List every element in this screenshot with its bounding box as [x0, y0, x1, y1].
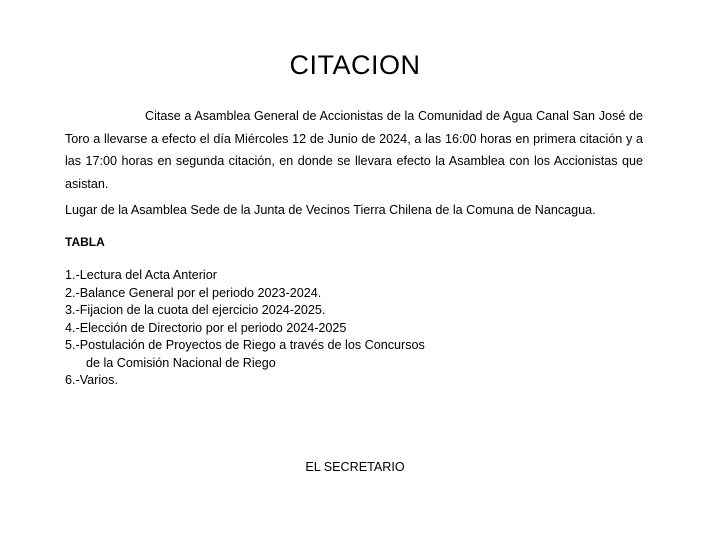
- agenda-list: [65, 267, 425, 390]
- agenda-item: [65, 302, 425, 320]
- agenda-item-text: 1.-Lectura del Acta Anterior: [65, 268, 217, 282]
- agenda-item-text: 2.-Balance General por el periodo 2023-2024.: [65, 285, 322, 300]
- agenda-item-text: 4.-Elección de Directorio por el periodo 2024-2025: [65, 320, 347, 335]
- signature-line: EL SECRETARIO: [305, 460, 405, 474]
- agenda-item: [65, 285, 425, 303]
- agenda-item: [65, 267, 425, 285]
- agenda-heading: TABLA: [65, 235, 105, 249]
- agenda-item-text: 6.-Varios.: [65, 373, 118, 387]
- agenda-item: [65, 337, 425, 372]
- agenda-item-text: 5.-Postulación de Proyectos de Riego a través de los Concursos: [65, 338, 425, 352]
- document-title: CITACION: [289, 50, 421, 80]
- agenda-item-text: 3.-Fijacion de la cuota del ejercicio 2024-2025.: [65, 303, 326, 317]
- agenda-item: [65, 320, 425, 338]
- agenda-item-continuation: de la Comisión Nacional de Riego: [86, 355, 276, 370]
- agenda-item: [65, 372, 425, 390]
- citation-paragraph: Citase a Asamblea General de Accionistas de la Comunidad de Agua Canal San José de Toro a llevarse a efecto el día Miércoles 12 de Junio de 2024, a las 16:00 horas en primera citación y a las 17:00 horas en segunda citación, en donde se llevara efecto la Asamblea con los Accionistas que asistan.: [65, 109, 643, 191]
- meeting-location: Lugar de la Asamblea Sede de la Junta de Vecinos Tierra Chilena de la Comuna de Nancagua.: [65, 203, 596, 217]
